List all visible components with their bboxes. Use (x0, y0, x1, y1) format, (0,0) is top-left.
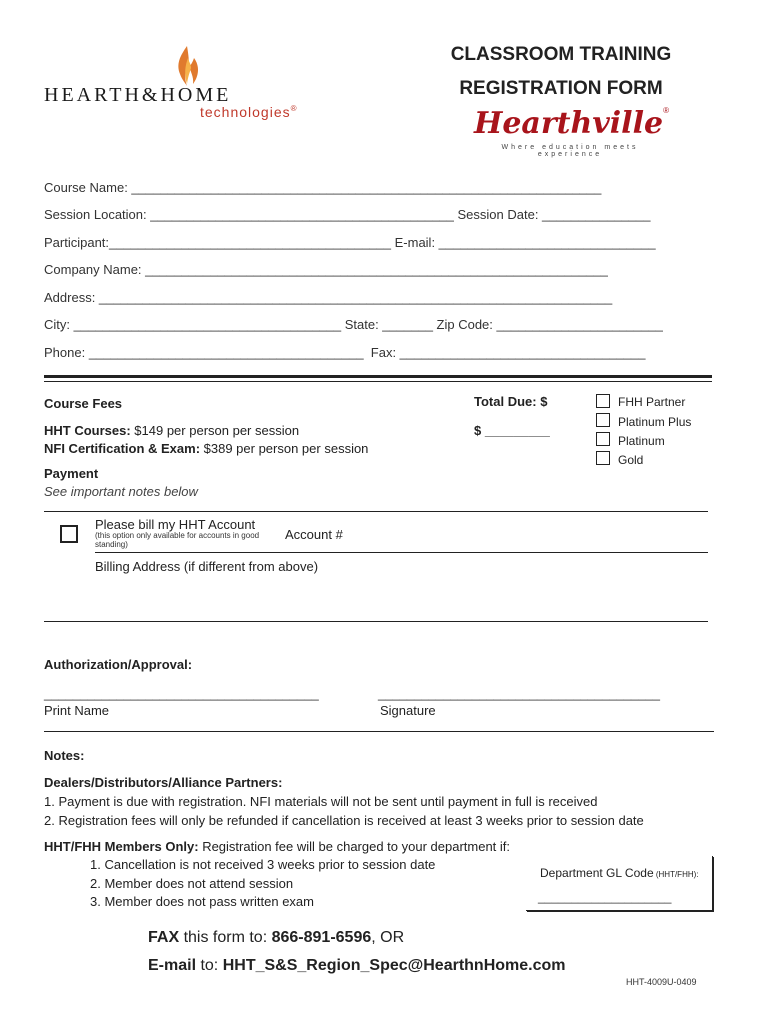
gl-code-field[interactable]: ____________________ (538, 890, 672, 904)
authorization-heading: Authorization/Approval: (44, 657, 193, 672)
notes-heading: Notes: (44, 748, 85, 763)
bill-account-sublabel: (this option only available for accounts in good standing) (95, 531, 260, 549)
dealers-note-2: 2. Registration fees will only be refunded if cancellation is received at least 3 weeks prior to session date (44, 813, 644, 828)
hearthville-brand: Hearthville (474, 106, 664, 141)
hht-courses-label: HHT Courses: (44, 423, 131, 438)
checkbox-platinum-plus[interactable] (596, 413, 610, 427)
section-divider-thin (44, 381, 712, 382)
email-label: E-mail (148, 957, 197, 974)
nfi-cert-price: $389 per person per session (200, 441, 369, 456)
payment-heading: Payment (44, 466, 99, 481)
payment-top-rule (44, 511, 708, 512)
bill-account-checkbox[interactable] (60, 525, 78, 543)
bill-account-label: Please bill my HHT Account (95, 517, 256, 532)
membership-platinum-plus[interactable] (596, 413, 716, 431)
members-note-1: 1. Cancellation is not received 3 weeks prior to session date (90, 857, 436, 872)
hht-courses-price: $149 per person per session (130, 423, 300, 438)
form-title-line2: REGISTRATION FORM (459, 78, 663, 99)
form-title-line1: CLASSROOM TRAINING (450, 44, 672, 65)
checkbox-fhh-partner[interactable] (596, 394, 610, 408)
gl-code-sublabel: (HHT/FHH): (653, 870, 699, 879)
course-name-field[interactable]: Course Name: _________________________________________________________________ (44, 180, 602, 195)
fax-text-end: , OR (371, 929, 405, 946)
membership-label: Gold (618, 453, 644, 467)
membership-gold[interactable] (596, 451, 716, 469)
brand-tagline: Where education meets experience (501, 144, 639, 158)
membership-label: FHH Partner (618, 395, 686, 409)
billing-address-line[interactable] (44, 621, 708, 622)
members-only-label: HHT/FHH Members Only: (44, 839, 199, 854)
signature-line[interactable]: _______________________________________ (378, 686, 660, 701)
members-note-3: 3. Member does not pass written exam (90, 894, 314, 909)
total-due-field[interactable]: $ _________ (474, 423, 550, 438)
logo-company-name: HEARTH&HOME (44, 84, 232, 106)
session-location-field[interactable]: Session Location: __________________________________________ Session Date: _______________ (44, 207, 651, 222)
gl-code-label: Department GL Code (540, 866, 654, 880)
section-divider (44, 375, 712, 378)
membership-label: Platinum (618, 434, 665, 448)
payment-note: See important notes below (44, 484, 198, 499)
email-address[interactable]: HHT_S&S_Region_Spec@HearthnHome.com (222, 957, 566, 974)
membership-fhh-partner[interactable] (596, 394, 716, 412)
notes-divider (44, 731, 714, 732)
account-number-line[interactable] (95, 552, 708, 553)
fax-label: FAX (148, 929, 180, 946)
company-logo (44, 44, 304, 124)
form-code: HHT-4009U-0409 (626, 977, 697, 987)
phone-fax-field[interactable]: Phone: ______________________________________ Fax: __________________________________ (44, 345, 646, 360)
company-name-field[interactable]: Company Name: ________________________________________________________________ (44, 262, 608, 277)
members-only-text: Registration fee will be charged to your department if: (198, 839, 511, 854)
checkbox-platinum[interactable] (596, 432, 610, 446)
logo-subtitle: technologies (200, 104, 291, 120)
address-field[interactable]: Address: _______________________________________________________________________ (44, 290, 613, 305)
signature-label: Signature (380, 703, 436, 718)
membership-platinum[interactable] (596, 432, 716, 450)
course-fees-heading: Course Fees (44, 396, 123, 411)
print-name-label: Print Name (44, 703, 110, 718)
fax-number: 866-891-6596 (271, 929, 372, 946)
dealers-heading: Dealers/Distributors/Alliance Partners: (44, 775, 283, 790)
fax-text: this form to: (179, 929, 272, 946)
email-text: to: (196, 957, 223, 974)
brand-registered-mark: ® (663, 106, 669, 115)
city-state-zip-field[interactable]: City: _____________________________________ State: _______ Zip Code: _______________________ (44, 317, 663, 332)
department-gl-code-box[interactable] (526, 856, 713, 911)
participant-field[interactable]: Participant:_______________________________________ E-mail: ______________________________ (44, 235, 656, 250)
flame-icon (172, 44, 202, 88)
total-due-label: Total Due: $ (474, 394, 548, 409)
nfi-cert-label: NFI Certification & Exam: (44, 441, 201, 456)
dealers-note-1: 1. Payment is due with registration. NFI materials will not be sent until payment in full is received (44, 794, 598, 809)
checkbox-gold[interactable] (596, 451, 610, 465)
billing-address-label: Billing Address (if different from above) (95, 559, 319, 574)
account-number-label: Account # (285, 527, 343, 542)
logo-registered-mark: ® (290, 104, 298, 113)
membership-label: Platinum Plus (618, 415, 692, 429)
members-note-2: 2. Member does not attend session (90, 876, 294, 891)
print-name-line[interactable]: ______________________________________ (44, 686, 319, 701)
